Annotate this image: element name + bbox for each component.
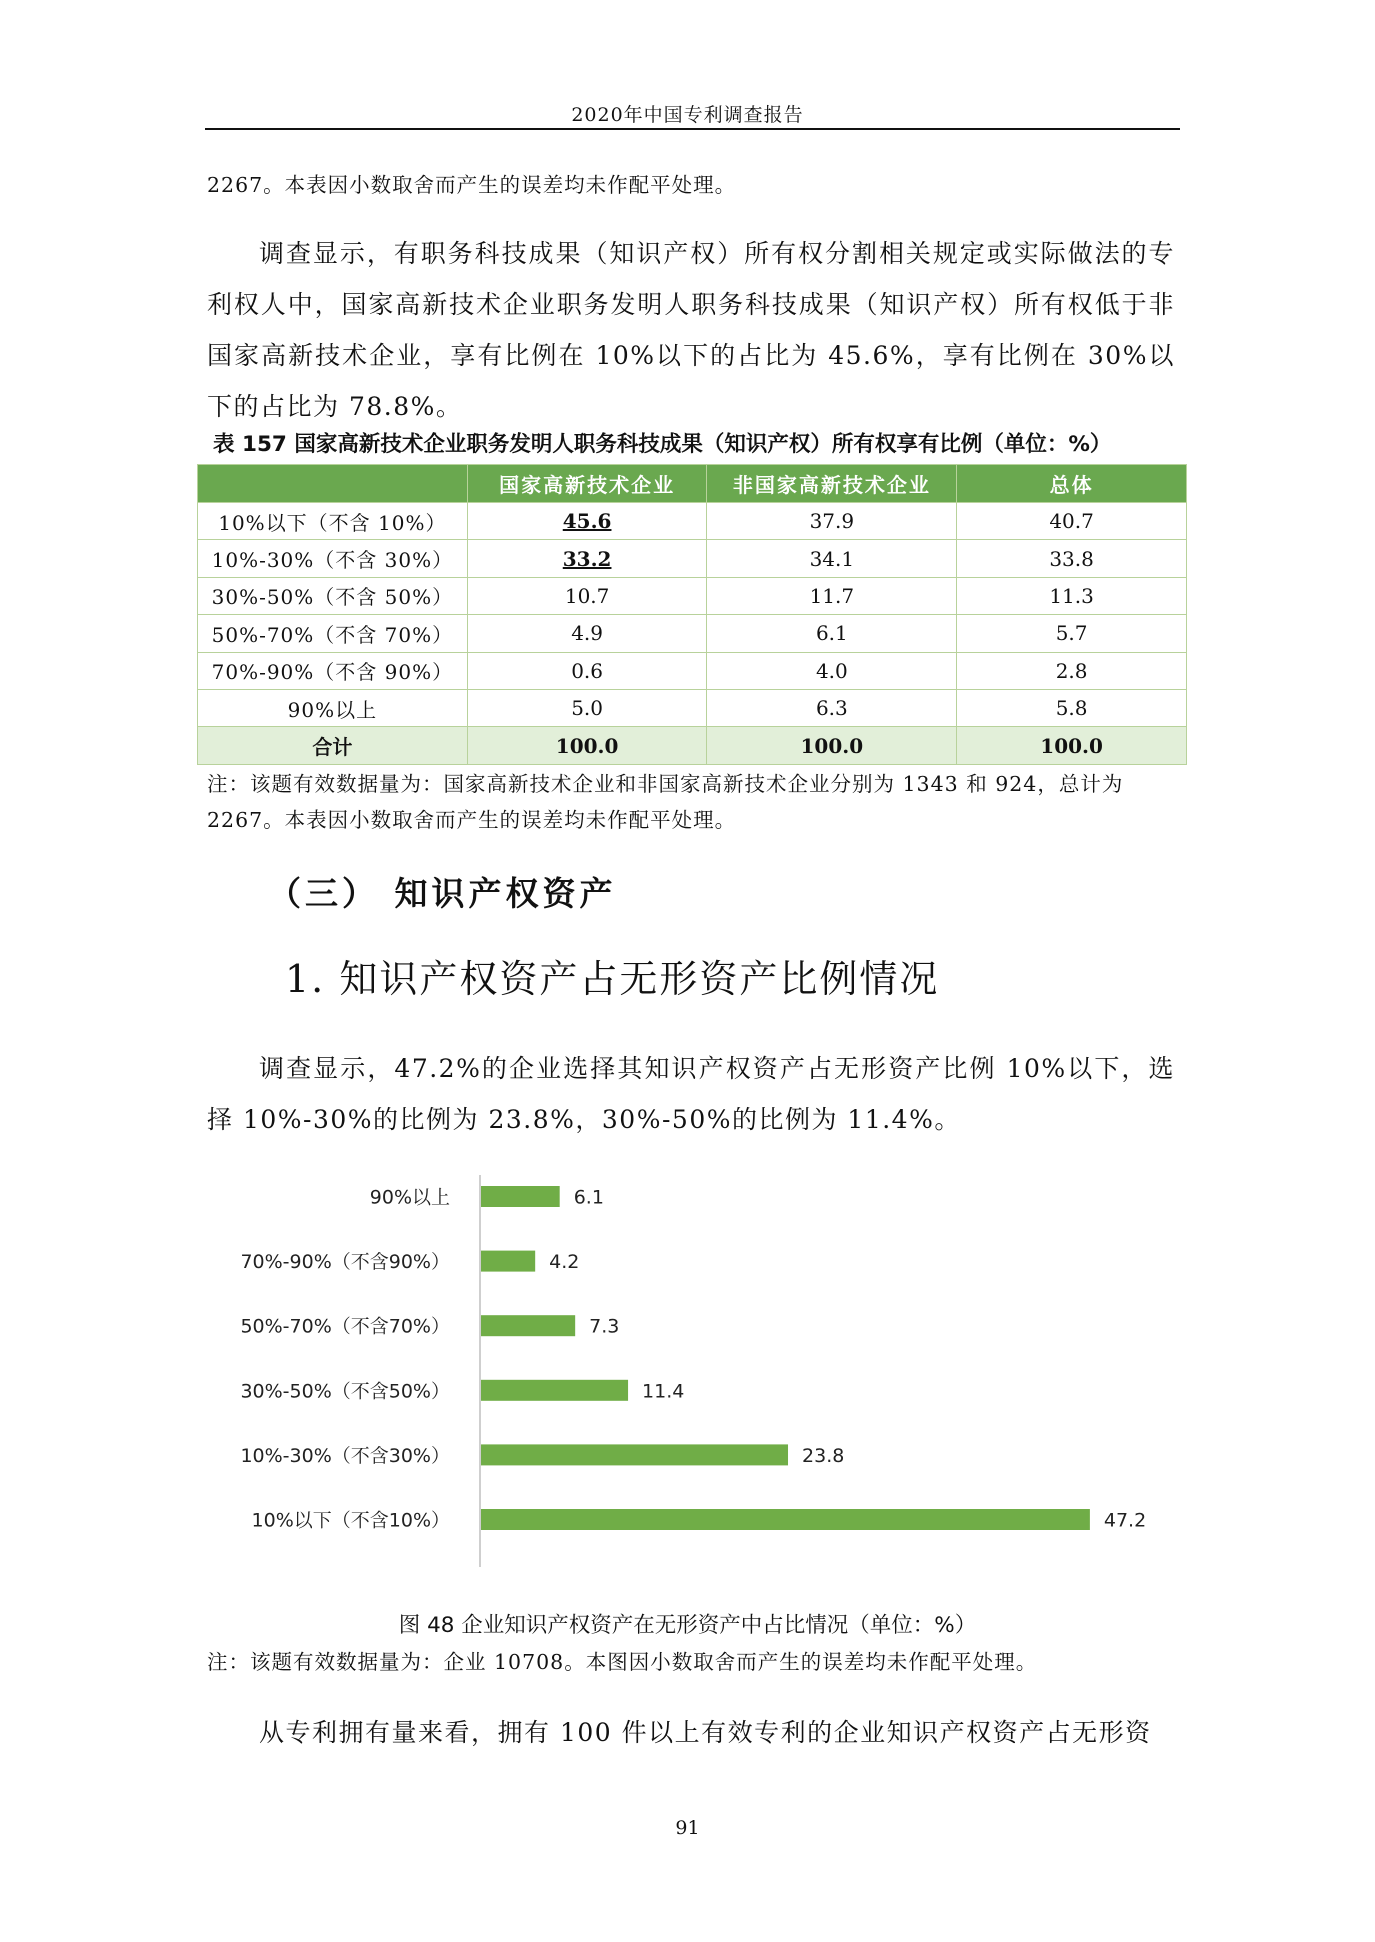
table-caption: 表 157 国家高新技术企业职务发明人职务科技成果（知识产权）所有权享有比例（单位：%） bbox=[213, 432, 1112, 457]
table-header-cell: 非国家高新技术企业 bbox=[707, 465, 957, 503]
table-cell: 4.0 bbox=[707, 652, 957, 689]
table-cell: 33.2 bbox=[467, 540, 707, 577]
total-cell: 100.0 bbox=[957, 727, 1187, 764]
table-cell: 5.8 bbox=[957, 689, 1187, 726]
table-cell: 33.8 bbox=[957, 540, 1187, 577]
category-label: 10%以下（不含10%） bbox=[251, 1509, 450, 1532]
table-row bbox=[198, 540, 1187, 577]
page-number: 91 bbox=[675, 1817, 700, 1839]
table-header-cell: 国家高新技术企业 bbox=[467, 465, 707, 503]
table-header-cell: 总体 bbox=[957, 465, 1187, 503]
table-cell: 5.7 bbox=[957, 615, 1187, 652]
row-label: 90%以上 bbox=[198, 689, 468, 726]
category-label: 30%-50%（不含50%） bbox=[240, 1380, 450, 1403]
table-cell: 11.3 bbox=[957, 577, 1187, 614]
category-label: 10%-30%（不含30%） bbox=[240, 1444, 450, 1467]
paragraph-ownership: 调查显示，有职务科技成果（知识产权）所有权分割相关规定或实际做法的专利权人中，国家高新技术企业职务发明人职务科技成果（知识产权）所有权低于非国家高新技术企业，享有比例在 10%以下的占比为 45.6%，享有比例在 30%以下的占比为 78.8%。 bbox=[207, 239, 1175, 421]
bar bbox=[481, 1444, 788, 1465]
total-label: 合计 bbox=[198, 727, 468, 764]
table-cell: 4.9 bbox=[467, 615, 707, 652]
row-label: 10%-30%（不含 30%） bbox=[198, 540, 468, 577]
table-row bbox=[198, 577, 1187, 614]
carry-over-note: 2267。本表因小数取舍而产生的误差均未作配平处理。 bbox=[207, 173, 737, 197]
value-label: 11.4 bbox=[642, 1380, 685, 1403]
ip-asset-share-chart bbox=[200, 1165, 1160, 1575]
bar bbox=[481, 1251, 535, 1272]
ownership-table bbox=[197, 464, 1187, 765]
row-label: 10%以下（不含 10%） bbox=[198, 503, 468, 540]
category-label: 90%以上 bbox=[369, 1186, 450, 1209]
table-row bbox=[198, 503, 1187, 540]
table-cell: 34.1 bbox=[707, 540, 957, 577]
category-label: 70%-90%（不含90%） bbox=[240, 1251, 450, 1274]
table-cell: 10.7 bbox=[467, 577, 707, 614]
table-cell: 6.1 bbox=[707, 615, 957, 652]
value-label: 47.2 bbox=[1103, 1509, 1147, 1532]
table-cell: 2.8 bbox=[957, 652, 1187, 689]
table-cell: 0.6 bbox=[467, 652, 707, 689]
table-cell: 6.3 bbox=[707, 689, 957, 726]
bar bbox=[481, 1380, 628, 1401]
table-cell: 5.0 bbox=[467, 689, 707, 726]
row-label: 50%-70%（不含 70%） bbox=[198, 615, 468, 652]
value-label: 23.8 bbox=[802, 1444, 845, 1467]
value-label: 6.1 bbox=[573, 1186, 604, 1209]
table-header-cell bbox=[198, 465, 468, 503]
total-cell: 100.0 bbox=[467, 727, 707, 764]
running-header: 2020年中国专利调查报告 bbox=[571, 104, 804, 126]
subsection-heading: 1. 知识产权资产占无形资产比例情况 bbox=[285, 957, 940, 1001]
table-cell: 45.6 bbox=[467, 503, 707, 540]
table-row bbox=[198, 689, 1187, 726]
row-label: 30%-50%（不含 50%） bbox=[198, 577, 468, 614]
bar bbox=[481, 1186, 560, 1207]
paragraph-patent-holdings: 从专利拥有量来看，拥有 100 件以上有效专利的企业知识产权资产占无形资 bbox=[259, 1718, 1152, 1747]
figure-caption: 图 48 企业知识产权资产在无形资产中占比情况（单位：%） bbox=[398, 1613, 977, 1638]
table-row bbox=[198, 615, 1187, 652]
paragraph-ip-share: 调查显示，47.2%的企业选择其知识产权资产占无形资产比例 10%以下，选择 10%-30%的比例为 23.8%，30%-50%的比例为 11.4%。 bbox=[207, 1054, 1175, 1134]
table-total-row bbox=[198, 727, 1187, 764]
total-cell: 100.0 bbox=[707, 727, 957, 764]
value-label: 7.3 bbox=[589, 1315, 620, 1338]
bar bbox=[481, 1509, 1090, 1530]
category-label: 50%-70%（不含70%） bbox=[240, 1315, 450, 1338]
section-heading: （三） 知识产权资产 bbox=[268, 874, 617, 913]
row-label: 70%-90%（不含 90%） bbox=[198, 652, 468, 689]
table-note: 注：该题有效数据量为：国家高新技术企业和非国家高新技术企业分别为 1343 和 924，总计为 2267。本表因小数取舍而产生的误差均未作配平处理。 bbox=[207, 772, 1124, 832]
table-header-row bbox=[198, 465, 1187, 503]
table-cell: 37.9 bbox=[707, 503, 957, 540]
table-cell: 40.7 bbox=[957, 503, 1187, 540]
chart-bars bbox=[240, 1186, 1146, 1532]
bar bbox=[481, 1315, 575, 1336]
table-cell: 11.7 bbox=[707, 577, 957, 614]
value-label: 4.2 bbox=[549, 1251, 580, 1274]
figure-note: 注：该题有效数据量为：企业 10708。本图因小数取舍而产生的误差均未作配平处理。 bbox=[207, 1650, 1038, 1674]
table-row bbox=[198, 652, 1187, 689]
header-divider bbox=[205, 128, 1180, 130]
